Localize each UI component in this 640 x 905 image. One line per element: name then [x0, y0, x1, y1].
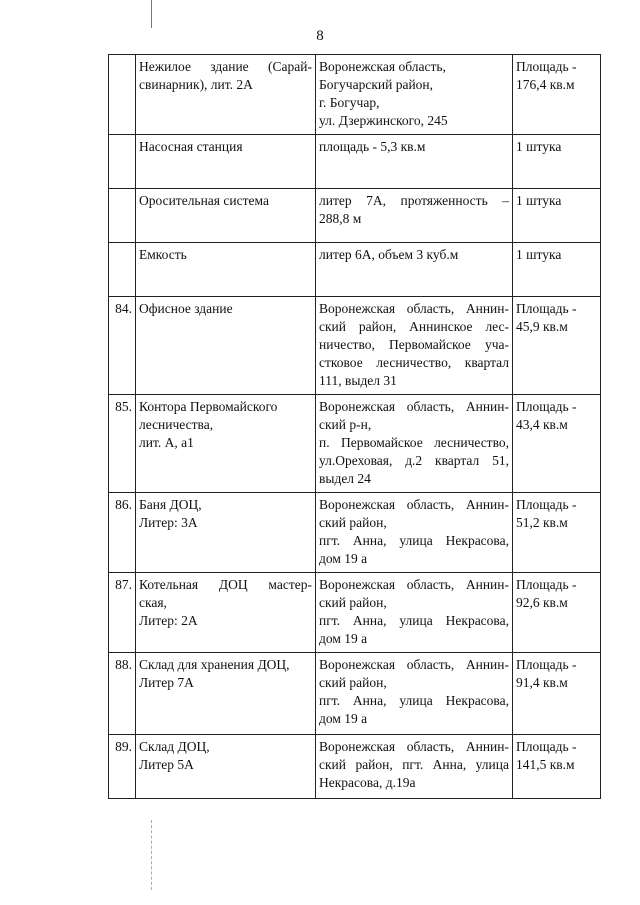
- cell-line: Баня ДОЦ,: [139, 497, 202, 512]
- cell-line: ский район,: [319, 595, 387, 610]
- cell-line: ский р-н,: [319, 417, 372, 432]
- table-row: [109, 189, 601, 243]
- row-number: 87.: [109, 573, 136, 653]
- cell-line: 43,4 кв.м: [516, 417, 568, 432]
- cell-line: ская,: [139, 595, 167, 610]
- area-quantity-cell: [513, 135, 601, 189]
- cell-line: Площадь -: [516, 399, 577, 414]
- cell-line: 288,8 м: [319, 211, 362, 226]
- cell-line: Воронежская область, Аннин-: [319, 497, 509, 512]
- cell-line: Воронежская область, Аннин-: [319, 399, 509, 414]
- row-number: 84.: [109, 297, 136, 395]
- area-quantity-cell: [513, 573, 601, 653]
- location-cell: [316, 573, 513, 653]
- cell-line: ул. Дзержинского, 245: [319, 113, 448, 128]
- cell-line: 51,2 кв.м: [516, 515, 568, 530]
- cell-line: ский район, Аннинское лес-: [319, 319, 509, 334]
- cell-line: 111, выдел 31: [319, 373, 397, 388]
- object-name-cell: [136, 735, 316, 799]
- object-name-cell: [136, 573, 316, 653]
- cell-line: пгт. Анна, улица Некрасова,: [319, 533, 509, 548]
- cell-line: выдел 24: [319, 471, 371, 486]
- cell-line: лесничества,: [139, 417, 214, 432]
- margin-line-bottom: [151, 820, 152, 890]
- object-name-cell: [136, 243, 316, 297]
- row-number: 88.: [109, 653, 136, 735]
- cell-line: п. Первомайское лесничество,: [319, 435, 509, 450]
- cell-line: Склад ДОЦ,: [139, 739, 210, 754]
- property-registry-table: [108, 54, 601, 799]
- cell-line: ский район,: [319, 515, 387, 530]
- cell-line: дом 19 а: [319, 711, 368, 726]
- table-row: [109, 395, 601, 493]
- area-quantity-cell: [513, 395, 601, 493]
- area-quantity-cell: [513, 243, 601, 297]
- table-row: [109, 243, 601, 297]
- cell-line: 1 штука: [516, 247, 562, 262]
- cell-line: Контора Первомайского: [139, 399, 278, 414]
- cell-line: Насосная станция: [139, 139, 243, 154]
- cell-line: литер 7А, протяженность –: [319, 193, 509, 208]
- object-name-cell: [136, 135, 316, 189]
- area-quantity-cell: [513, 493, 601, 573]
- table-row: [109, 573, 601, 653]
- cell-line: 176,4 кв.м: [516, 77, 575, 92]
- table-row: [109, 297, 601, 395]
- cell-line: Воронежская область, Аннин-: [319, 657, 509, 672]
- object-name-cell: [136, 395, 316, 493]
- cell-line: Воронежская область, Аннин-: [319, 739, 509, 754]
- row-number: [109, 55, 136, 135]
- cell-line: Литер: 2А: [139, 613, 198, 628]
- location-cell: [316, 243, 513, 297]
- object-name-cell: [136, 493, 316, 573]
- page-number: 8: [316, 28, 324, 44]
- cell-line: 92,6 кв.м: [516, 595, 568, 610]
- cell-line: ский район,: [319, 675, 387, 690]
- cell-line: Площадь -: [516, 739, 577, 754]
- cell-line: пгт. Анна, улица Некрасова,: [319, 613, 509, 628]
- cell-line: стковое лесничество, квартал: [319, 355, 509, 370]
- cell-line: Склад для хранения ДОЦ,: [139, 657, 290, 672]
- cell-line: пгт. Анна, улица Некрасова,: [319, 693, 509, 708]
- cell-line: Воронежская область, Аннин-: [319, 577, 509, 592]
- cell-line: литер 6А, объем 3 куб.м: [319, 247, 459, 262]
- location-cell: [316, 493, 513, 573]
- area-quantity-cell: [513, 653, 601, 735]
- area-quantity-cell: [513, 297, 601, 395]
- table-row: [109, 653, 601, 735]
- area-quantity-cell: [513, 189, 601, 243]
- cell-line: Площадь -: [516, 657, 577, 672]
- cell-line: ул.Ореховая, д.2 квартал 51,: [319, 453, 509, 468]
- cell-line: Площадь -: [516, 59, 577, 74]
- cell-line: свинарник), лит. 2А: [139, 77, 253, 92]
- cell-line: Нежилое здание (Сарай-: [139, 59, 312, 74]
- cell-line: ский район, пгт. Анна, улица: [319, 757, 509, 772]
- table-row: [109, 135, 601, 189]
- object-name-cell: [136, 653, 316, 735]
- row-number: 89.: [109, 735, 136, 799]
- cell-line: лит. А, а1: [139, 435, 194, 450]
- cell-line: Площадь -: [516, 497, 577, 512]
- cell-line: 1 штука: [516, 193, 562, 208]
- location-cell: [316, 189, 513, 243]
- row-number: 85.: [109, 395, 136, 493]
- cell-line: 1 штука: [516, 139, 562, 154]
- cell-line: дом 19 а: [319, 551, 368, 566]
- cell-line: Литер: 3А: [139, 515, 198, 530]
- cell-line: Площадь -: [516, 301, 577, 316]
- object-name-cell: [136, 189, 316, 243]
- cell-line: 91,4 кв.м: [516, 675, 568, 690]
- row-number: [109, 189, 136, 243]
- cell-line: г. Богучар,: [319, 95, 380, 110]
- cell-line: Емкость: [139, 247, 187, 262]
- location-cell: [316, 55, 513, 135]
- cell-line: дом 19 а: [319, 631, 368, 646]
- cell-line: Литер 5А: [139, 757, 194, 772]
- area-quantity-cell: [513, 55, 601, 135]
- cell-line: Некрасова, д.19а: [319, 775, 416, 790]
- cell-line: 45,9 кв.м: [516, 319, 568, 334]
- cell-line: Площадь -: [516, 577, 577, 592]
- cell-line: Воронежская область,: [319, 59, 446, 74]
- object-name-cell: [136, 55, 316, 135]
- row-number: 86.: [109, 493, 136, 573]
- registry-table-body: [109, 55, 601, 799]
- location-cell: [316, 297, 513, 395]
- cell-line: Котельная ДОЦ мастер-: [139, 577, 312, 592]
- cell-line: площадь - 5,3 кв.м: [319, 139, 426, 154]
- cell-line: Литер 7А: [139, 675, 194, 690]
- table-row: [109, 735, 601, 799]
- cell-line: ничество, Первомайское уча-: [319, 337, 509, 352]
- location-cell: [316, 653, 513, 735]
- row-number: [109, 135, 136, 189]
- cell-line: Оросительная система: [139, 193, 269, 208]
- location-cell: [316, 135, 513, 189]
- table-row: [109, 493, 601, 573]
- object-name-cell: [136, 297, 316, 395]
- cell-line: Богучарский район,: [319, 77, 434, 92]
- cell-line: Воронежская область, Аннин-: [319, 301, 509, 316]
- area-quantity-cell: [513, 735, 601, 799]
- table-row: [109, 55, 601, 135]
- location-cell: [316, 735, 513, 799]
- cell-line: Офисное здание: [139, 301, 233, 316]
- location-cell: [316, 395, 513, 493]
- cell-line: 141,5 кв.м: [516, 757, 575, 772]
- margin-line-top: [151, 0, 152, 28]
- row-number: [109, 243, 136, 297]
